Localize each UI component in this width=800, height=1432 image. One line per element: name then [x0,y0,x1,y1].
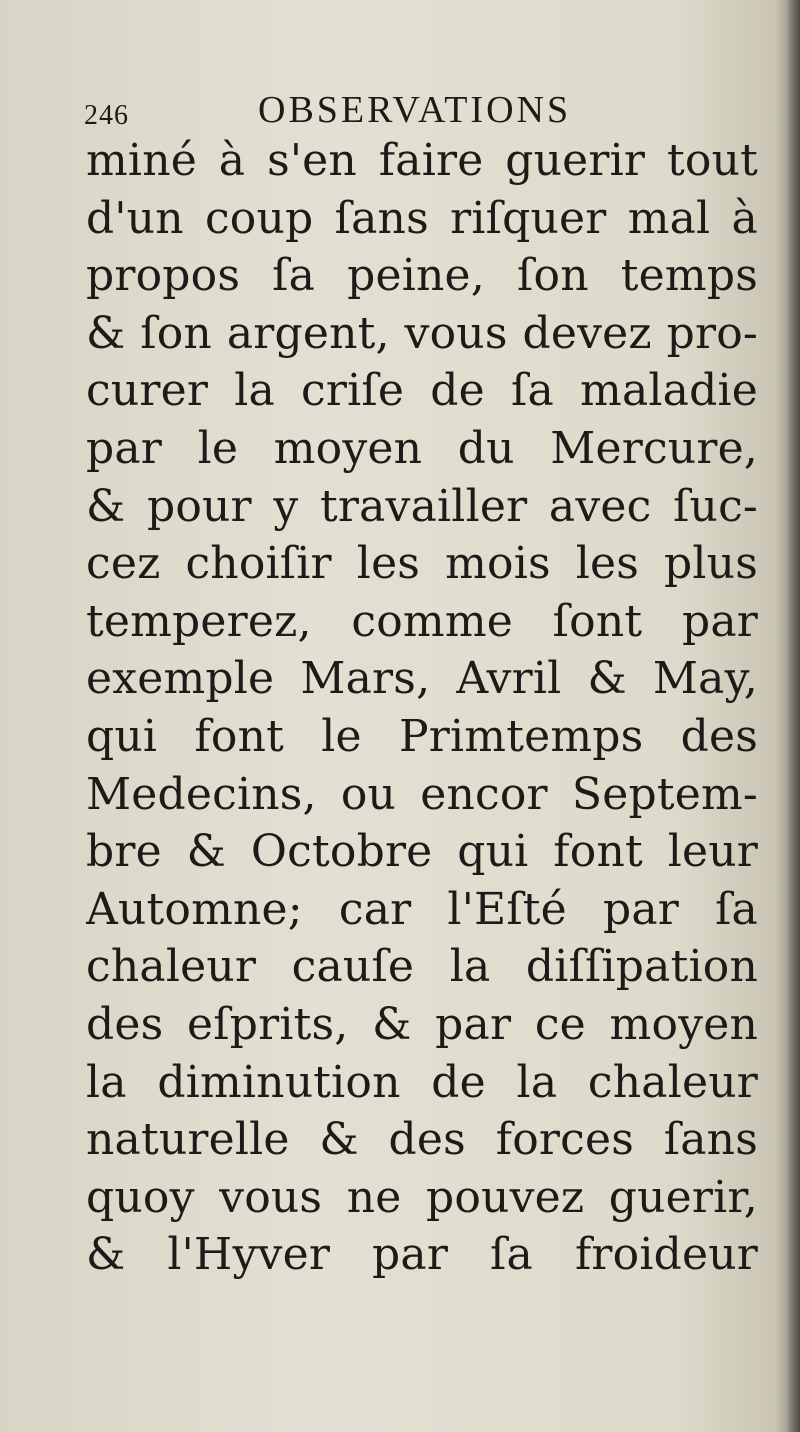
text-line: par le moyen du Mercure, [86,422,758,474]
text-line: naturelle & des forces ſans [86,1114,758,1166]
page-number: 246 [84,100,129,131]
text-line: bre & Octobre qui font leur [86,826,758,878]
spine-shadow [786,0,800,1432]
text-line: propos ſa peine, ſon temps [86,250,758,302]
text-line: & l'Hyver par ſa froideur [86,1229,758,1281]
text-line: Automne; car l'Eſté par ſa [86,883,758,935]
text-line: & pour y travailler avec ſuc- [86,480,758,532]
text-line: quoy vous ne pouvez guerir, [86,1171,758,1223]
text-line: exemple Mars, Avril & May, [86,653,758,705]
text-line: Medecins, ou encor Septem- [86,768,758,820]
text-line: temperez, comme ſont par [86,595,758,647]
text-line: des eſprits, & par ce moyen [86,998,758,1050]
body-text [86,132,758,1284]
running-head: OBSERVATIONS [258,89,572,131]
text-line: cez choiſir les mois les plus [86,538,758,590]
text-line: curer la criſe de ſa maladie [86,365,758,417]
text-line: qui font le Primtemps des [86,710,758,762]
text-line: & ſon argent, vous devez pro- [86,307,758,359]
text-line: la diminution de la chaleur [86,1056,758,1108]
text-line: d'un coup ſans riſquer mal à [86,192,758,244]
text-line: chaleur cauſe la diſſipation [86,941,758,993]
text-line: miné à s'en faire guerir tout [86,135,758,186]
